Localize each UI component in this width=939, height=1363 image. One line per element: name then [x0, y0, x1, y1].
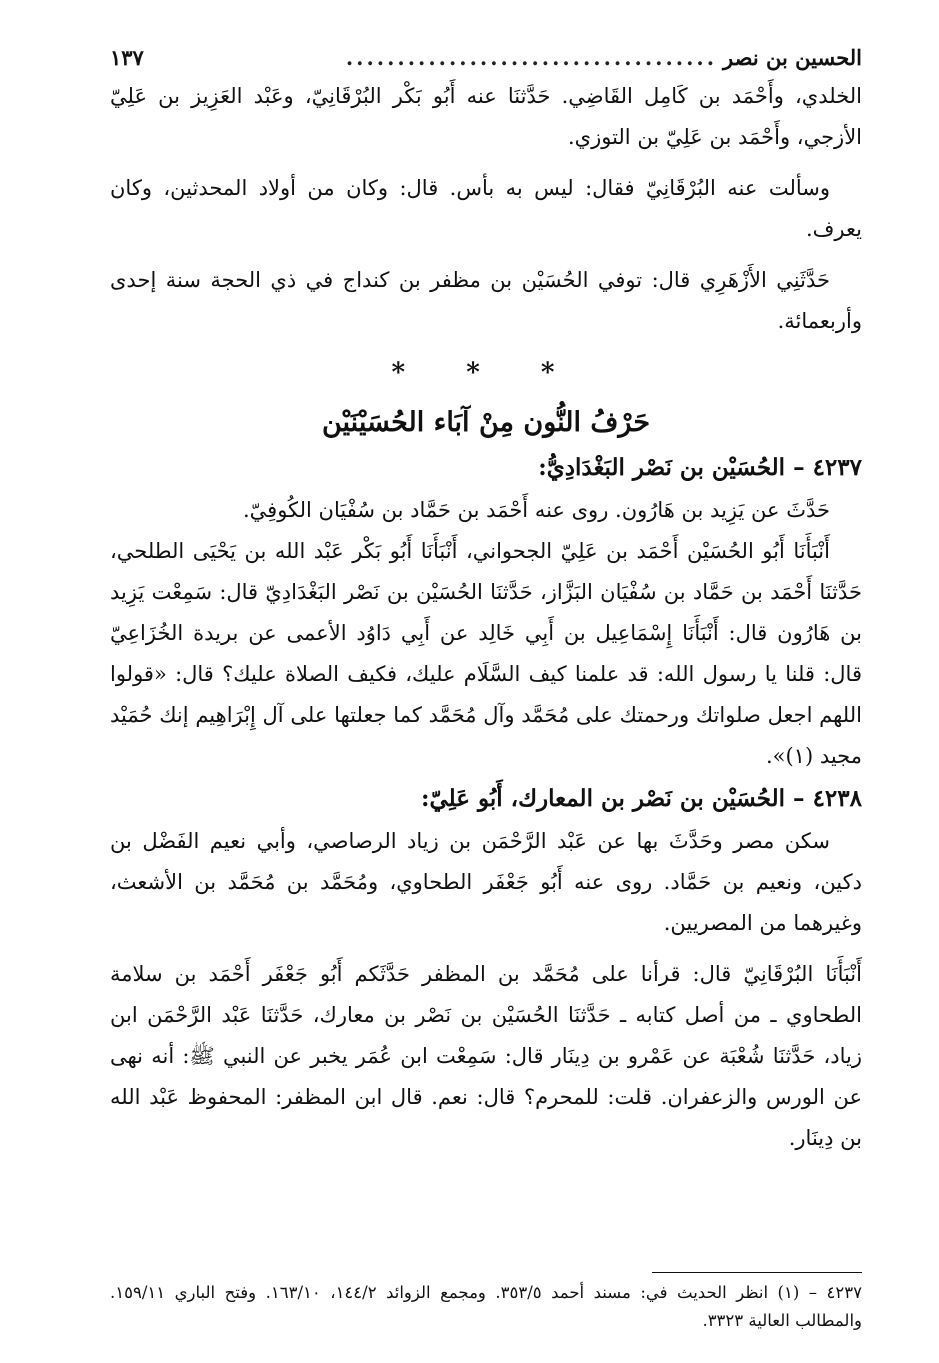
footnotes — [110, 1272, 862, 1335]
running-header — [110, 40, 862, 76]
paragraph-barqani-opinion: وسألت عنه البُرْقَانِيّ فقال: ليس به بأس. قال: وكان من أولاد المحدثين، وكان يعرف. — [110, 176, 862, 241]
footnote-rule — [652, 1272, 862, 1273]
section-separator: * * * — [391, 358, 581, 388]
footnote-4237-1: ٤٢٣٧ – (١) انظر الحديث في: مسند أحمد ٣٥٣/٥. ومجمع الزوائد ١٤٤/٢، ١٦٣/١٠. وفتح الباري ١٥٩/١١. والمطالب العالية ٣٣٢٣. — [110, 1283, 862, 1330]
entry-heading-4238: ٤٢٣٨ – الحُسَيْن بن نَصْر بن المعارك، أَبُو عَلِيّ: — [420, 785, 862, 812]
entry-4237-paragraph-1: حَدَّثَ عن يَزِيد بن هَارُون. روى عنه أَحْمَد بن حَمَّاد بن سُفْيَان الكُوفِيّ. — [242, 498, 830, 522]
entry-heading-4237: ٤٢٣٧ – الحُسَيْن بن نَصْر البَغْدَادِيُّ: — [538, 454, 862, 481]
leader-dots: .................................... — [345, 45, 718, 70]
entry-4238-paragraph-2: أَنْبَأَنَا البُرْقَانِيّ قال: قرأنا على مُحَمَّد بن المظفر حَدَّثَكم أَبُو جَعْفَر أَحْمَد بن سلامة الطحاوي ـ من أصل كتابه ـ حَدَّثنَا الحُسَيْن بن نَصْر بن معارك، حَدَّثنَا عَبْد الرَّحْمَن ابن زياد، حَدَّثنَا شُعْبَة عن عَمْرو بن دِينَار قال: سَمِعْت ابن عُمَر يخبر عن النبي ﷺ: أنه نهى عن الورس والزعفران. قلت: للمحرم؟ قال: نعم. قال ابن المظفر: المحفوظ عَبْد الله بن دِينَار. — [110, 962, 862, 1150]
book-page — [110, 40, 862, 1159]
page-number: ١٣٧ — [110, 45, 144, 70]
section-heading: حَرْفُ النُّون مِنْ آبَاء الحُسَيْنَيْن — [321, 407, 651, 438]
entry-4238-paragraph-1: سكن مصر وحَدَّثَ بها عن عَبْد الرَّحْمَن بن زياد الرصاصي، وأبي نعيم الفَضْل بن دكين، ونعيم بن حَمَّاد. روى عنه أَبُو جَعْفَر الطحاوي، ومُحَمَّد بن مُحَمَّد بن الأشعث، وغيرهما من المصريين. — [110, 829, 862, 935]
entry-4237-paragraph-2: أَنْبَأَنَا أَبُو الحُسَيْن أَحْمَد بن عَلِيّ الجحواني، أَنْبَأَنَا أَبُو بَكْر عَبْد الله بن يَحْيَى الطلحي، حَدَّثنَا أَحْمَد بن حَمَّاد بن سُفْيَان البَزَّاز، حَدَّثنَا الحُسَيْن بن نَصْر البَغْدَادِيّ قال: سَمِعْت يَزِيد بن هَارُون قال: أَنْبَأَنَا إِسْمَاعِيل بن أَبِي خَالِد عن أَبِي دَاوُد الأعمى عن بريدة الخُزَاعِيّ قال: قلنا يا رسول الله: قد علمنا كيف السَّلَام عليك، فكيف الصلاة عليك؟ قال: «قولوا اللهم اجعل صلواتك ورحمتك على مُحَمَّد وآل مُحَمَّد كما جعلتها على آل إِبْرَاهِيم إنك حُمَيْد مجيد (١)». — [110, 539, 862, 768]
paragraph-continuation: الخلدي، وأَحْمَد بن كَامِل القَاضِي. حَدَّثنَا عنه أَبُو بَكْر البُرْقَانِيّ، وعَبْد العَزِيز بن عَلِيّ الأزجي، وأَحْمَد بن عَلِيّ بن التوزي. — [110, 84, 862, 149]
paragraph-death-date: حَدَّثَنِي الأَزْهَرِي قال: توفي الحُسَيْن بن مظفر بن كنداج في ذي الحجة سنة إحدى وأربعمائة. — [110, 268, 862, 333]
running-title: الحسين بن نصر — [723, 45, 862, 70]
